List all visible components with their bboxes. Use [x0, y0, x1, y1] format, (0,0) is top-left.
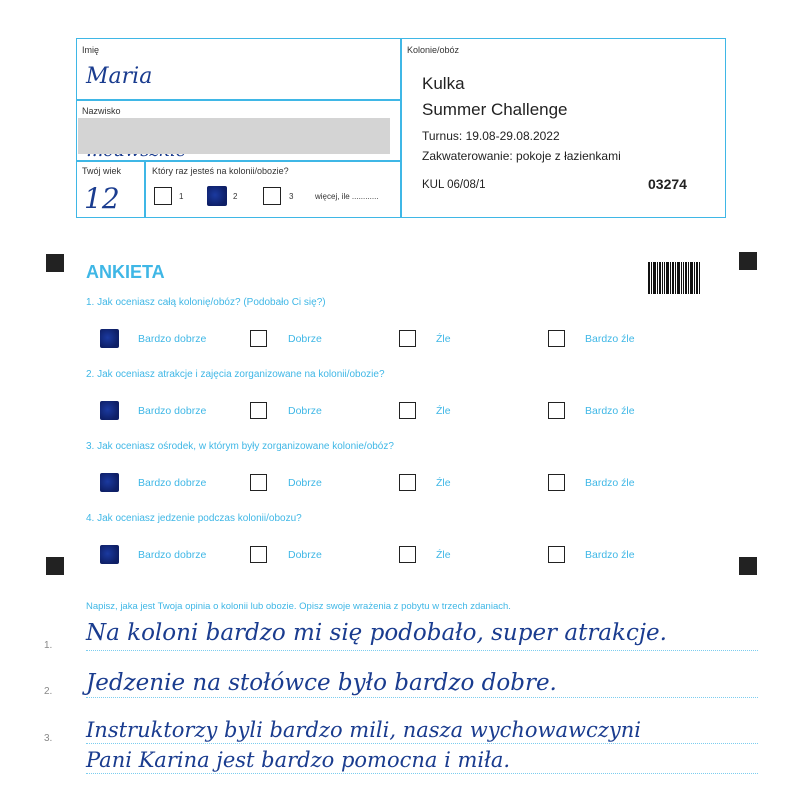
answer-text-3: Instruktorzy byli bardzo mili, nasza wychowawczyni: [86, 718, 641, 742]
camp-program: Summer Challenge: [422, 100, 568, 119]
question-2-text: 2. Jak oceniasz atrakcje i zajęcia zorganizowane na kolonii/obozie?: [86, 369, 385, 380]
q2-option-good: Dobrze: [288, 405, 322, 417]
q3-checkbox-very-bad[interactable]: [548, 474, 565, 491]
q3-checkbox-bad[interactable]: [399, 474, 416, 491]
answer-line-4: [86, 773, 758, 774]
visit-checkbox-2[interactable]: [208, 187, 226, 205]
registration-mark-bottom-left: [46, 557, 64, 575]
q1-option-very-good: Bardzo dobrze: [138, 333, 207, 345]
answer-text-4: Pani Karina jest bardzo pomocna i miła.: [86, 748, 511, 772]
visit-option-more: więcej, ile ............: [315, 192, 379, 201]
line-number-3: 3.: [44, 733, 53, 744]
q3-checkbox-very-good[interactable]: [101, 474, 118, 491]
q4-option-good: Dobrze: [288, 549, 322, 561]
visit-checkbox-3[interactable]: [263, 187, 281, 205]
q1-checkbox-very-bad[interactable]: [548, 330, 565, 347]
q3-checkbox-good[interactable]: [250, 474, 267, 491]
q1-option-very-bad: Bardzo źle: [585, 333, 635, 345]
answer-line-2: [86, 697, 758, 698]
camp-name: Kulka: [422, 74, 465, 93]
header-divider-vertical: [400, 38, 402, 218]
question-3-text: 3. Jak oceniasz ośrodek, w którym były zorganizowane kolonie/obóz?: [86, 441, 394, 452]
barcode: [648, 262, 702, 294]
q2-checkbox-very-bad[interactable]: [548, 402, 565, 419]
q2-checkbox-good[interactable]: [250, 402, 267, 419]
q4-checkbox-good[interactable]: [250, 546, 267, 563]
age-value: 12: [84, 182, 120, 215]
name-label: Imię: [82, 45, 100, 55]
q1-option-good: Dobrze: [288, 333, 322, 345]
visit-option-2: 2: [233, 192, 238, 201]
q1-checkbox-good[interactable]: [250, 330, 267, 347]
header-divider-age: [144, 160, 146, 218]
q2-option-bad: Źle: [436, 405, 451, 417]
line-number-1: 1.: [44, 640, 53, 651]
answer-line-1: [86, 650, 758, 651]
q4-checkbox-very-good[interactable]: [101, 546, 118, 563]
q2-checkbox-bad[interactable]: [399, 402, 416, 419]
line-number-2: 2.: [44, 686, 53, 697]
surname-redaction: [78, 118, 390, 154]
registration-mark-bottom-right: [739, 557, 757, 575]
camp-label: Kolonie/obóz: [407, 45, 460, 55]
q2-option-very-good: Bardzo dobrze: [138, 405, 207, 417]
turnus-dates: Turnus: 19.08-29.08.2022: [422, 129, 560, 143]
q4-option-bad: Źle: [436, 549, 451, 561]
age-label: Twój wiek: [82, 166, 122, 176]
visit-option-1: 1: [179, 192, 184, 201]
visit-label: Który raz jesteś na kolonii/obozie?: [152, 166, 289, 176]
q3-option-good: Dobrze: [288, 477, 322, 489]
question-1-text: 1. Jak oceniasz całą kolonię/obóz? (Podobało Ci się?): [86, 297, 326, 308]
answer-line-3: [86, 743, 758, 744]
question-4-text: 4. Jak oceniasz jedzenie podczas kolonii/obozu?: [86, 513, 302, 524]
q2-checkbox-very-good[interactable]: [101, 402, 118, 419]
q1-checkbox-bad[interactable]: [399, 330, 416, 347]
visit-option-3: 3: [289, 192, 294, 201]
q4-checkbox-very-bad[interactable]: [548, 546, 565, 563]
accommodation: Zakwaterowanie: pokoje z łazienkami: [422, 149, 621, 163]
camp-code: KUL 06/08/1: [422, 179, 486, 191]
survey-title: ANKIETA: [86, 262, 165, 282]
surname-label: Nazwisko: [82, 106, 121, 116]
header-divider-name: [76, 99, 401, 101]
q4-option-very-bad: Bardzo źle: [585, 549, 635, 561]
q4-checkbox-bad[interactable]: [399, 546, 416, 563]
q4-option-very-good: Bardzo dobrze: [138, 549, 207, 561]
opinion-prompt: Napisz, jaka jest Twoja opinia o kolonii lub obozie. Opisz swoje wrażenia z pobytu w trzech zdaniach.: [86, 601, 511, 612]
registration-mark-top-left: [46, 254, 64, 272]
q3-option-bad: Źle: [436, 477, 451, 489]
q3-option-very-bad: Bardzo źle: [585, 477, 635, 489]
q1-checkbox-very-good[interactable]: [101, 330, 118, 347]
q3-option-very-good: Bardzo dobrze: [138, 477, 207, 489]
visit-checkbox-1[interactable]: [154, 187, 172, 205]
registration-mark-top-right: [739, 252, 757, 270]
name-value: Maria: [86, 64, 153, 89]
q2-option-very-bad: Bardzo źle: [585, 405, 635, 417]
answer-text-1: Na koloni bardzo mi się podobało, super atrakcje.: [86, 620, 667, 646]
answer-text-2: Jedzenie na stołówce było bardzo dobre.: [86, 670, 557, 696]
q1-option-bad: Źle: [436, 333, 451, 345]
form-number: 03274: [648, 176, 687, 192]
